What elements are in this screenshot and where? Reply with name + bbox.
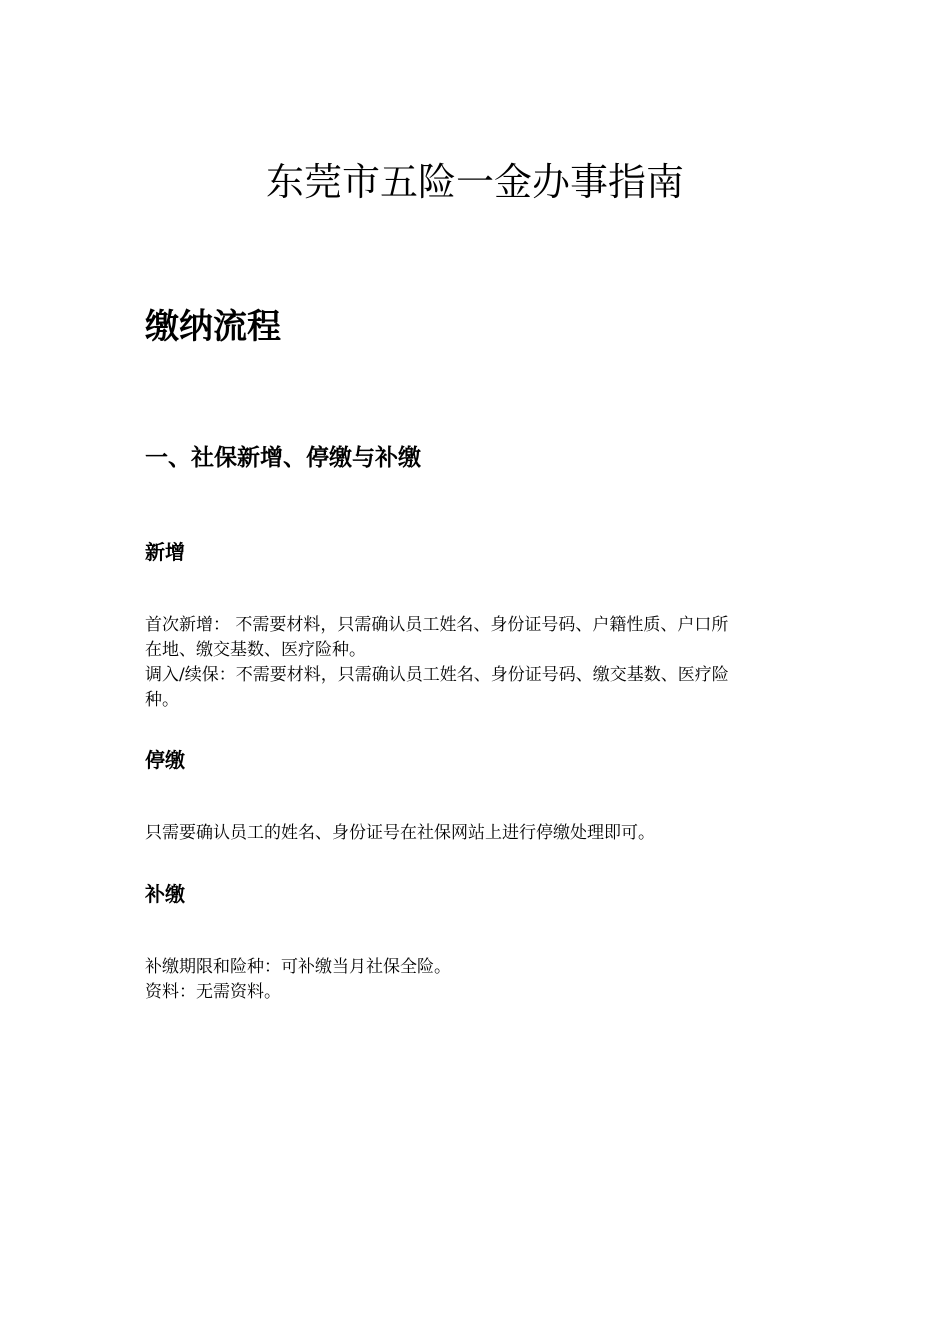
text-line: 种。 <box>145 690 179 710</box>
heading-new-add: 新增 <box>145 540 185 564</box>
text-line: 补缴期限和险种：可补缴当月社保全险。 <box>145 957 451 977</box>
subsection-title: 一、社保新增、停缴与补缴 <box>145 444 421 471</box>
paragraph-new-add <box>145 613 810 713</box>
heading-stop: 停缴 <box>145 748 185 772</box>
text-line: 在地、缴交基数、医疗险种。 <box>145 640 366 660</box>
text-line: 调入/续保：不需要材料，只需确认员工姓名、身份证号码、缴交基数、医疗险 <box>145 665 729 685</box>
heading-back-pay: 补缴 <box>145 882 185 906</box>
section-title: 缴纳流程 <box>145 307 281 347</box>
text-line: 只需要确认员工的姓名、身份证号在社保网站上进行停缴处理即可。 <box>145 823 655 843</box>
text-line: 资料：无需资料。 <box>145 982 281 1002</box>
paragraph-back-pay <box>145 955 810 1005</box>
paragraph-stop <box>145 821 810 846</box>
document-title: 东莞市五险一金办事指南 <box>265 160 684 204</box>
text-line: 首次新增： 不需要材料，只需确认员工姓名、身份证号码、户籍性质、户口所 <box>145 615 729 635</box>
